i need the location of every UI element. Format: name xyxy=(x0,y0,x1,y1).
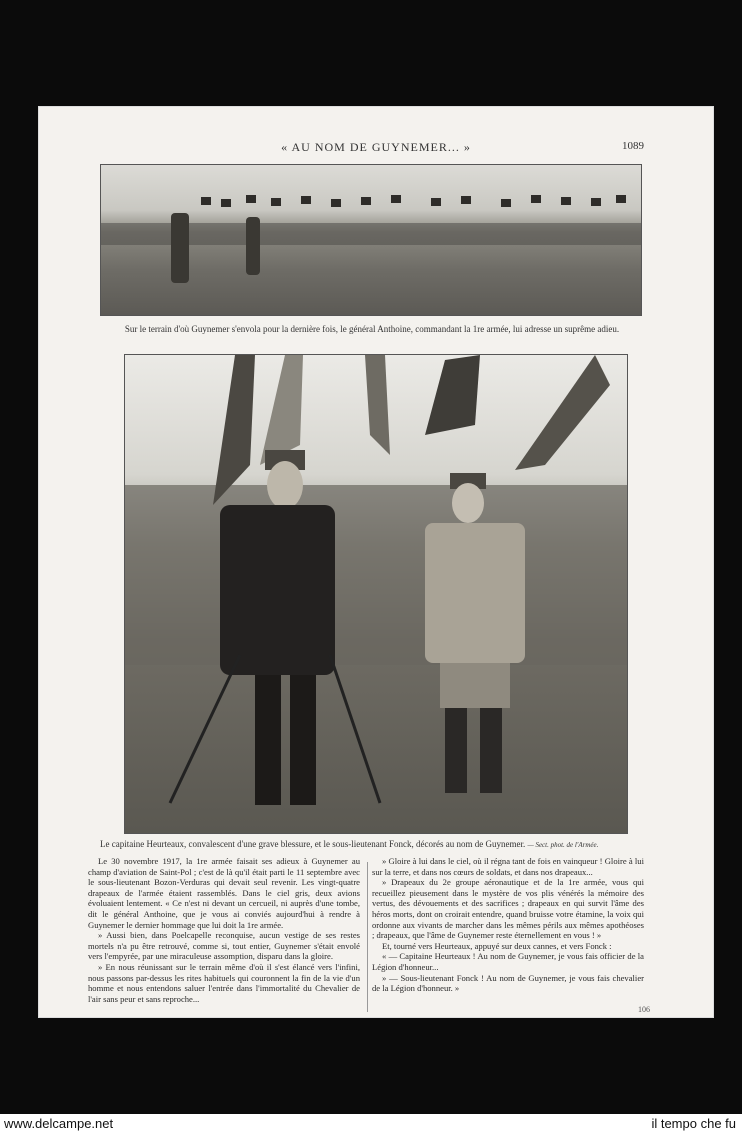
photo2-caption-text: Le capitaine Heurteaux, convalescent d'une grave blessure, et le sous-lieutenant Fonck, décorés au nom de Guynemer. xyxy=(100,839,526,849)
photo1-caption: Sur le terrain d'où Guynemer s'envola pour la dernière fois, le général Anthoine, commandant la 1re armée, lui adresse un suprême adieu. xyxy=(124,324,620,334)
newspaper-page xyxy=(38,106,714,1018)
article-paragraph: » En nous réunissant sur le terrain même d'où il s'est élancé vers l'infini, nous passons par-dessus les rites habituels qui couronnent la fin de la vie d'un homme et nous entendons saluer l'entrée dans l'immortalité du Chevalier de l'air sans peur et sans reproche... xyxy=(88,961,360,1004)
heurteaux-fonck-illustration xyxy=(125,355,627,833)
heurteaux-fonck-photo xyxy=(124,354,628,834)
photo2-caption xyxy=(100,838,670,851)
page-header-title: « AU NOM DE GUYNEMER... » xyxy=(281,140,471,154)
article-paragraph: » Drapeaux du 2e groupe aéronautique et de la 1re armée, vous qui recueillez pieusement dans le mystère de vos plis vénérés la mémoire des vertus, des dévouements et des sacrifices ; drapeaux en qui survit l'âme des héros morts, dont on croirait entendre, quand bruisse votre étamine, la voix qui ordonne aux vivants de marcher dans les mêmes périls aux mêmes apothéoses ; drapeaux, que l'âme de Guynemer reste éternellement en vous ! » xyxy=(372,877,644,941)
article-paragraph: » — Sous-lieutenant Fonck ! Au nom de Guynemer, je vous fais chevalier de la Légion d'honneur. » xyxy=(372,972,644,994)
article-paragraph: » Aussi bien, dans Poelcapelle reconquise, aucun vestige de ses restes mortels n'a pu être retrouvé, comme si, tout entier, Guynemer s'était envolé vers l'empyrée, par une miraculeuse assomption, disparu dans la gloire. xyxy=(88,930,360,962)
footer-page-number: 106 xyxy=(638,1005,650,1014)
article-column-1 xyxy=(88,856,360,1004)
flag-row xyxy=(201,195,626,207)
article-paragraph: » Gloire à lui dans le ciel, où il régna tant de fois en vainqueur ! Gloire à lui sur la terre, et dans nos cœurs de soldats, et dans nos drapeaux... xyxy=(372,856,644,877)
photo-credit: — Sect. phot. de l'Armée. xyxy=(527,841,599,849)
article-paragraph: Et, tourné vers Heurteaux, appuyé sur deux cannes, et vers Fonck : xyxy=(382,940,612,951)
watermark-right: il tempo che fu xyxy=(651,1116,736,1131)
article-paragraph: Le 30 novembre 1917, la 1re armée faisait ses adieux à Guynemer au champ d'aviation de Saint-Pol ; c'est de là qu'il était parti le 11 septembre avec le sous-lieutenant Bozon-Verduras qui devait seul revenir. Les vingt-quatre drapeaux de l'armée étaient rassemblés. Dans le ciel gris, deux avions évoluaient lentement. « Ce n'est ni devant un cercueil, ni auprès d'une tombe, dit le général Anthoine, que je vous ai conviés aujourd'hui à rendre à Guynemer le dernier hommage que lui doit la 1re armée. xyxy=(88,856,360,930)
page-number: 1089 xyxy=(622,140,644,152)
article-paragraph: « — Capitaine Heurteaux ! Au nom de Guynemer, je vous fais officier de la Légion d'honneur... xyxy=(372,951,644,972)
watermark-left: www.delcampe.net xyxy=(4,1116,114,1131)
article-column-2 xyxy=(372,856,644,994)
parade-field-illustration xyxy=(101,165,641,315)
parade-field-photo xyxy=(100,164,642,316)
column-divider xyxy=(367,862,368,1012)
watermark-bar xyxy=(0,1114,742,1133)
